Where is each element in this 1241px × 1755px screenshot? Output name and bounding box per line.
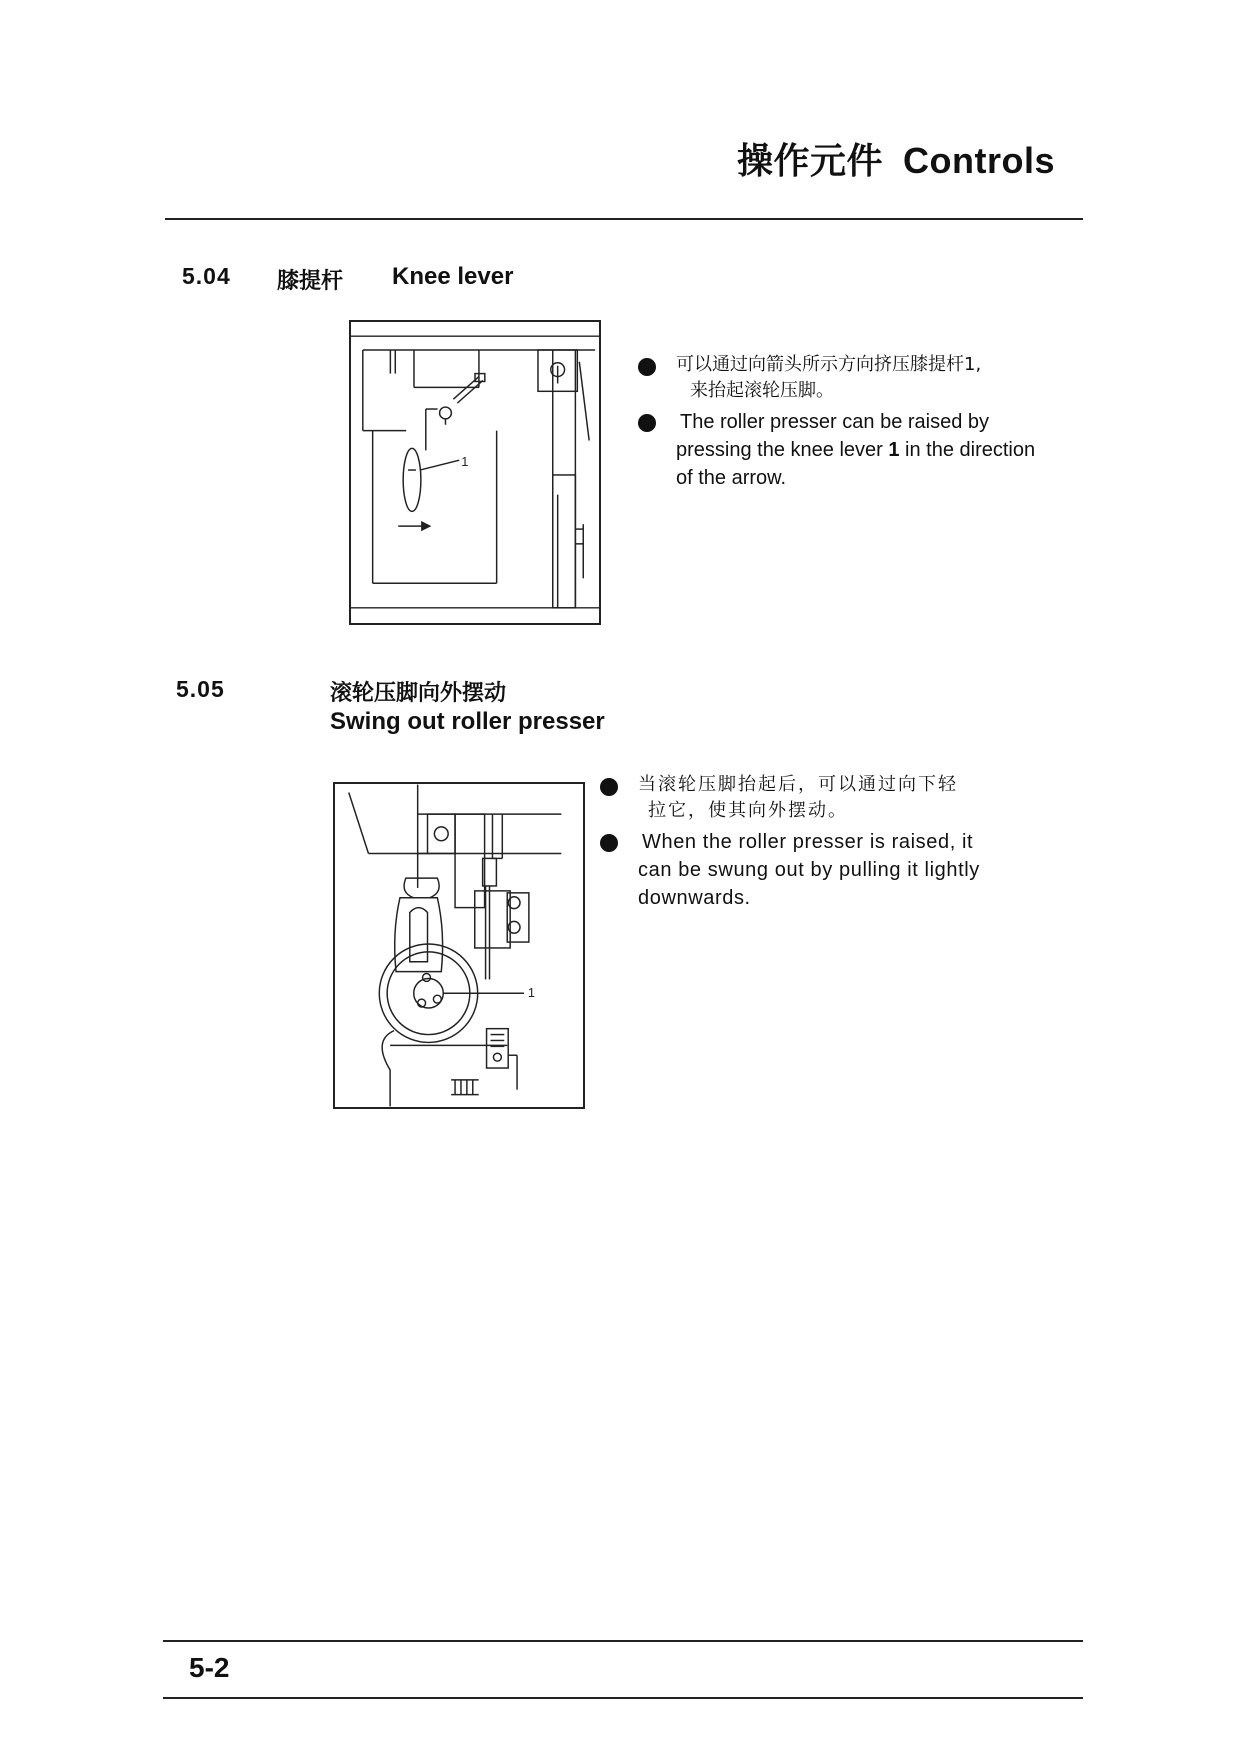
section-title-en: Swing out roller presser <box>330 708 605 735</box>
footer-rule-top <box>163 1640 1083 1642</box>
knee-lever-callout: 1 <box>461 454 469 470</box>
knee-lever-illustration <box>351 322 599 623</box>
roller-presser-instructions <box>600 772 1030 912</box>
footer-rule-bottom <box>163 1697 1083 1699</box>
section-title-en: Knee lever <box>392 263 514 290</box>
instruction-line: downwards. <box>638 887 751 909</box>
instruction-ref: 1 <box>888 439 900 461</box>
instruction-en <box>638 408 1078 492</box>
instruction-line: 来抬起滚轮压脚。 <box>690 380 834 401</box>
knee-lever-figure <box>349 320 601 625</box>
instruction-line: When the roller presser is raised, it <box>642 831 974 853</box>
instruction-cn <box>600 772 1030 824</box>
page-title-en: Controls <box>903 140 1055 181</box>
bullet-icon <box>600 778 618 796</box>
bullet-icon <box>600 834 618 852</box>
instruction-line: The roller presser can be raised by <box>680 411 990 433</box>
instruction-line: 可以通过向箭头所示方向挤压膝提杆1, <box>676 354 982 375</box>
bullet-icon <box>638 358 656 376</box>
instruction-text: in the direction <box>899 439 1036 461</box>
instruction-line: 拉它，使其向外摆动。 <box>648 800 848 821</box>
header-rule <box>165 218 1083 220</box>
section-title-cn: 滚轮压脚向外摆动 <box>330 681 507 706</box>
roller-presser-callout: 1 <box>527 985 535 1001</box>
instruction-en <box>600 828 1030 912</box>
instruction-line: 当滚轮压脚抬起后，可以通过向下轻 <box>638 774 958 795</box>
instruction-text: pressing the knee lever <box>676 439 889 461</box>
instruction-line <box>676 436 1078 464</box>
instruction-line: can be swung out by pulling it lightly <box>638 859 980 881</box>
page-title-cn: 操作元件 <box>736 141 883 182</box>
page-number: 5-2 <box>189 1652 230 1683</box>
section-title-cn: 膝提杆 <box>277 269 344 294</box>
instruction-cn <box>638 352 1078 404</box>
bullet-icon <box>638 414 656 432</box>
section-number: 5.05 <box>176 676 225 702</box>
roller-presser-illustration <box>335 784 583 1107</box>
section-number: 5.04 <box>182 263 231 289</box>
page-title <box>737 133 1055 184</box>
knee-lever-instructions <box>638 352 1078 492</box>
instruction-line: of the arrow. <box>676 467 787 489</box>
roller-presser-figure <box>333 782 585 1109</box>
